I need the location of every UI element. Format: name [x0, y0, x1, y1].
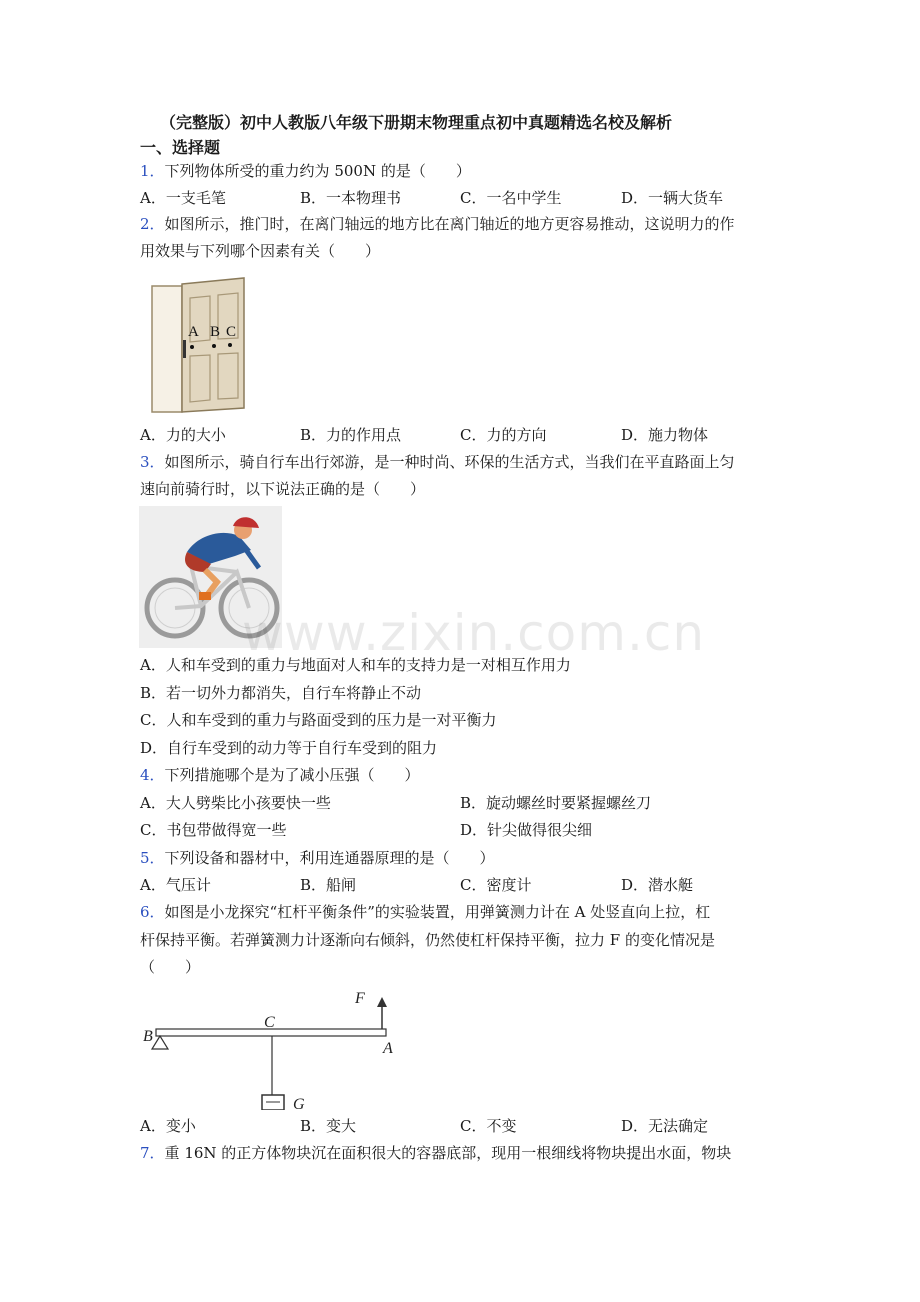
question-1: [140, 161, 471, 181]
option-c: C．人和车受到的重力与路面受到的压力是一对平衡力: [140, 711, 497, 729]
question-text-line2: 用效果与下列哪个因素有关（ ）: [140, 242, 381, 260]
watermark: www.zixin.com.cn: [242, 604, 706, 662]
option-a: A．力的大小: [140, 426, 226, 444]
point-b-marker: [212, 344, 216, 348]
option-a: A．变小: [140, 1117, 196, 1135]
option-a: A．大人劈柴比小孩要快一些: [140, 794, 331, 812]
question-5: [140, 848, 495, 868]
option-d: D．无法确定: [621, 1117, 709, 1135]
question-text: 如图所示，骑自行车出行郊游，是一种时尚、环保的生活方式，当我们在平直路面上匀: [164, 453, 735, 471]
section-heading: 一、选择题: [140, 138, 221, 157]
question-number: 6．: [140, 903, 165, 921]
label-f: F: [355, 990, 365, 1007]
option-d: D．自行车受到的动力等于自行车受到的阻力: [140, 739, 438, 757]
option-a: A．气压计: [140, 876, 211, 894]
label-point-b: B: [210, 324, 221, 340]
option-b: B．若一切外力都消失，自行车将静止不动: [140, 684, 422, 702]
option-b: B．旋动螺丝时要紧握螺丝刀: [460, 794, 652, 812]
question-text-line2: 速向前骑行时，以下说法正确的是（ ）: [140, 480, 426, 498]
question-4: [140, 765, 420, 785]
question-number: 3．: [140, 453, 165, 471]
option-c: C．一名中学生: [460, 189, 562, 207]
question-text-line2: 杆保持平衡。若弹簧测力计逐渐向右倾斜，仍然使杠杆保持平衡，拉力 F 的变化情况是: [140, 931, 715, 949]
question-text: 下列物体所受的重力约为 500N 的是（ ）: [164, 162, 471, 180]
force-arrow-head: [377, 997, 387, 1007]
label-point-a: A: [188, 324, 199, 340]
question-text: 如图是小龙探究“杠杆平衡条件”的实验装置，用弹簧测力计在 A 处竖直向上拉，杠: [164, 903, 711, 921]
question-number: 4．: [140, 766, 165, 784]
option-b: B．力的作用点: [300, 426, 402, 444]
option-d: D．针尖做得很尖细: [460, 821, 593, 839]
label-b: B: [143, 1028, 153, 1045]
question-6: [140, 902, 710, 922]
lever-figure: [140, 985, 402, 1110]
option-b: B．变大: [300, 1117, 357, 1135]
option-d: D．一辆大货车: [621, 189, 724, 207]
question-text: 如图所示，推门时，在离门轴远的地方比在离门轴近的地方更容易推动，这说明力的作: [164, 215, 735, 233]
question-number: 5．: [140, 849, 165, 867]
page-title: （完整版）初中人教版八年级下册期末物理重点初中真题精选名校及解析: [160, 113, 673, 132]
question-text: 下列设备和器材中，利用连通器原理的是（ ）: [164, 849, 495, 867]
question-text: 重 16N 的正方体物块沉在面积很大的容器底部，现用一根细线将物块提出水面，物块: [164, 1144, 732, 1162]
door-figure: [148, 276, 260, 416]
option-b: B．船闸: [300, 876, 357, 894]
fulcrum-triangle: [152, 1036, 168, 1049]
question-number: 7．: [140, 1144, 165, 1162]
label-g: G: [293, 1096, 305, 1110]
question-3: [140, 452, 735, 472]
question-text-line3: （ ）: [140, 958, 201, 976]
question-2: [140, 214, 735, 234]
option-c: C．密度计: [460, 876, 532, 894]
option-c: C．力的方向: [460, 426, 547, 444]
question-text: 下列措施哪个是为了减小压强（ ）: [164, 766, 420, 784]
label-c: C: [264, 1014, 275, 1031]
option-a: A．一支毛笔: [140, 189, 226, 207]
question-7: [140, 1143, 731, 1163]
option-b: B．一本物理书: [300, 189, 402, 207]
door-frame: [152, 286, 182, 412]
question-number: 1．: [140, 162, 165, 180]
option-d: D．施力物体: [621, 426, 709, 444]
option-a: A．人和车受到的重力与地面对人和车的支持力是一对相互作用力: [140, 656, 571, 674]
option-d: D．潜水艇: [621, 876, 694, 894]
label-a: A: [383, 1040, 393, 1057]
point-a-marker: [190, 345, 194, 349]
door-hinge: [183, 340, 186, 358]
rider-shoe: [199, 592, 211, 600]
label-point-c: C: [226, 324, 237, 340]
option-c: C．书包带做得宽一些: [140, 821, 287, 839]
option-c: C．不变: [460, 1117, 517, 1135]
question-number: 2．: [140, 215, 165, 233]
point-c-marker: [228, 343, 232, 347]
